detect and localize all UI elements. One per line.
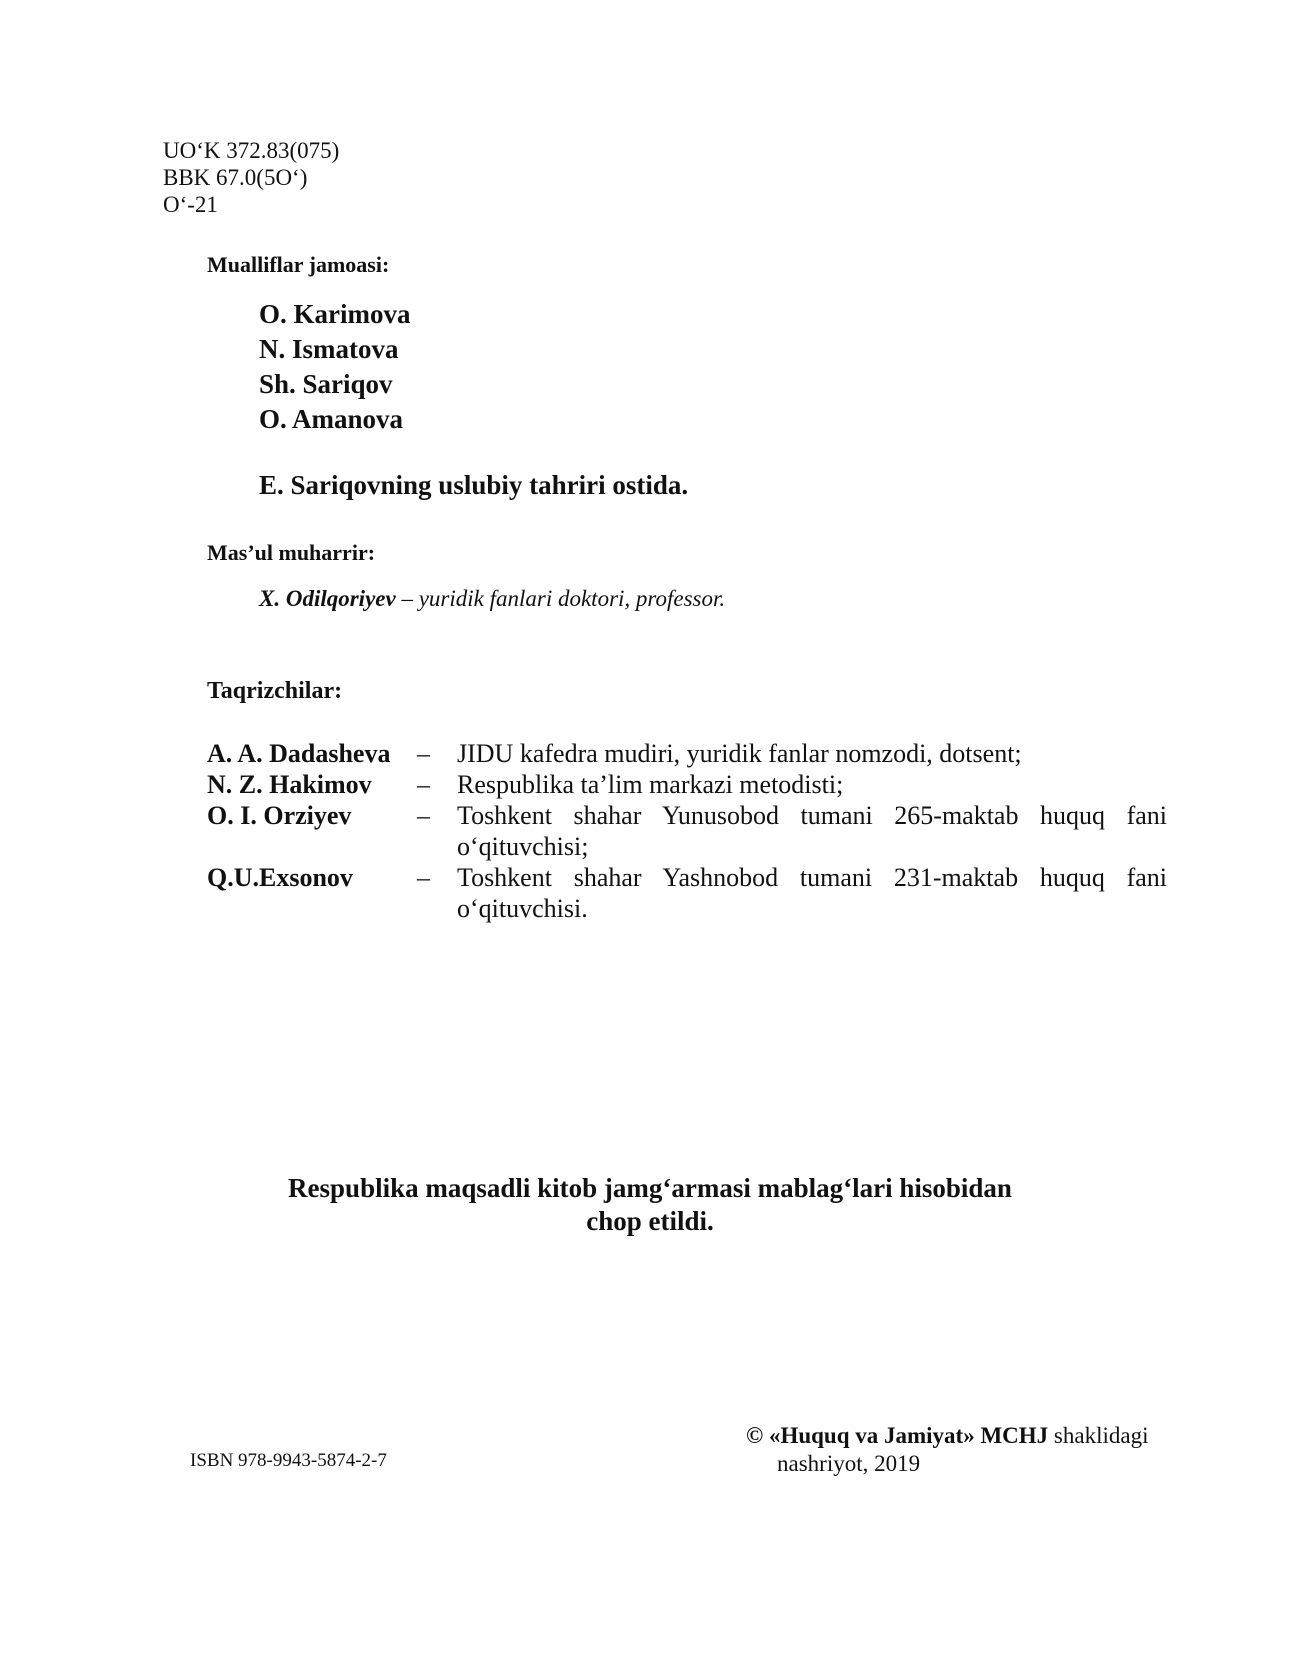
reviewer-name: O. I. Orziyev [207, 801, 352, 830]
reviewer-description: Toshkent shahar Yunusobod tumani 265-maktab huquq fani o‘qituvchisi; [457, 801, 1167, 861]
authors-list [259, 297, 410, 437]
reviewer-dash: – [417, 770, 430, 799]
author-name: N. Ismatova [259, 334, 399, 364]
reviewer-description: JIDU kafedra mudiri, yuridik fanlar nomzodi, dotsent; [457, 739, 1022, 768]
author-sign: O‘-21 [163, 192, 218, 217]
reviewers-list [207, 738, 1167, 924]
reviewer-name: N. Z. Hakimov [207, 770, 372, 799]
authors-label: Mualliflar jamoasi: [207, 252, 390, 277]
publisher-suffix: shaklidagi [1053, 1423, 1149, 1448]
udc-code: UO‘K 372.83(075) [163, 138, 340, 163]
funding-note [0, 1172, 1300, 1238]
reviewer-dash: – [417, 739, 430, 768]
editorial-note: E. Sariqovning uslubiy tahriri ostida. [259, 470, 689, 500]
reviewer-row [207, 862, 1167, 924]
reviewer-description: Toshkent shahar Yashnobod tumani 231-maktab huquq fani o‘qituvchisi. [457, 863, 1167, 923]
reviewers-label: Taqrizchilar: [207, 678, 343, 704]
reviewer-row [207, 769, 1167, 800]
responsible-editor [259, 586, 725, 612]
responsible-editor-description: – yuridik fanlari doktori, professor. [395, 586, 726, 611]
publisher-year: nashriyot, 2019 [777, 1451, 921, 1476]
reviewer-dash: – [417, 863, 430, 892]
funding-note-line: Respublika maqsadli kitob jamg‘armasi mablag‘lari hisobidan [288, 1173, 1012, 1203]
responsible-editor-label: Mas’ul muharrir: [207, 540, 376, 565]
bbk-code: BBK 67.0(5O‘) [163, 165, 308, 190]
copyright-notice [746, 1422, 1148, 1478]
author-name: O. Amanova [259, 404, 404, 434]
reviewer-row [207, 738, 1167, 769]
author-name: Sh. Sariqov [259, 369, 393, 399]
reviewer-name: A. A. Dadasheva [207, 739, 391, 768]
isbn: ISBN 978-9943-5874-2-7 [190, 1450, 387, 1471]
reviewer-description: Respublika ta’lim markazi metodisti; [457, 770, 844, 799]
responsible-editor-name: X. Odilqoriyev [259, 586, 396, 611]
reviewer-row [207, 800, 1167, 862]
publisher-name: «Huquq va Jamiyat» MCHJ [768, 1423, 1049, 1448]
funding-note-line: chop etildi. [586, 1206, 714, 1236]
reviewer-dash: – [417, 801, 430, 830]
reviewer-name: Q.U.Exsonov [207, 863, 353, 892]
copyright-icon: © [746, 1423, 764, 1448]
classification-codes [163, 137, 339, 218]
author-name: O. Karimova [259, 299, 411, 329]
